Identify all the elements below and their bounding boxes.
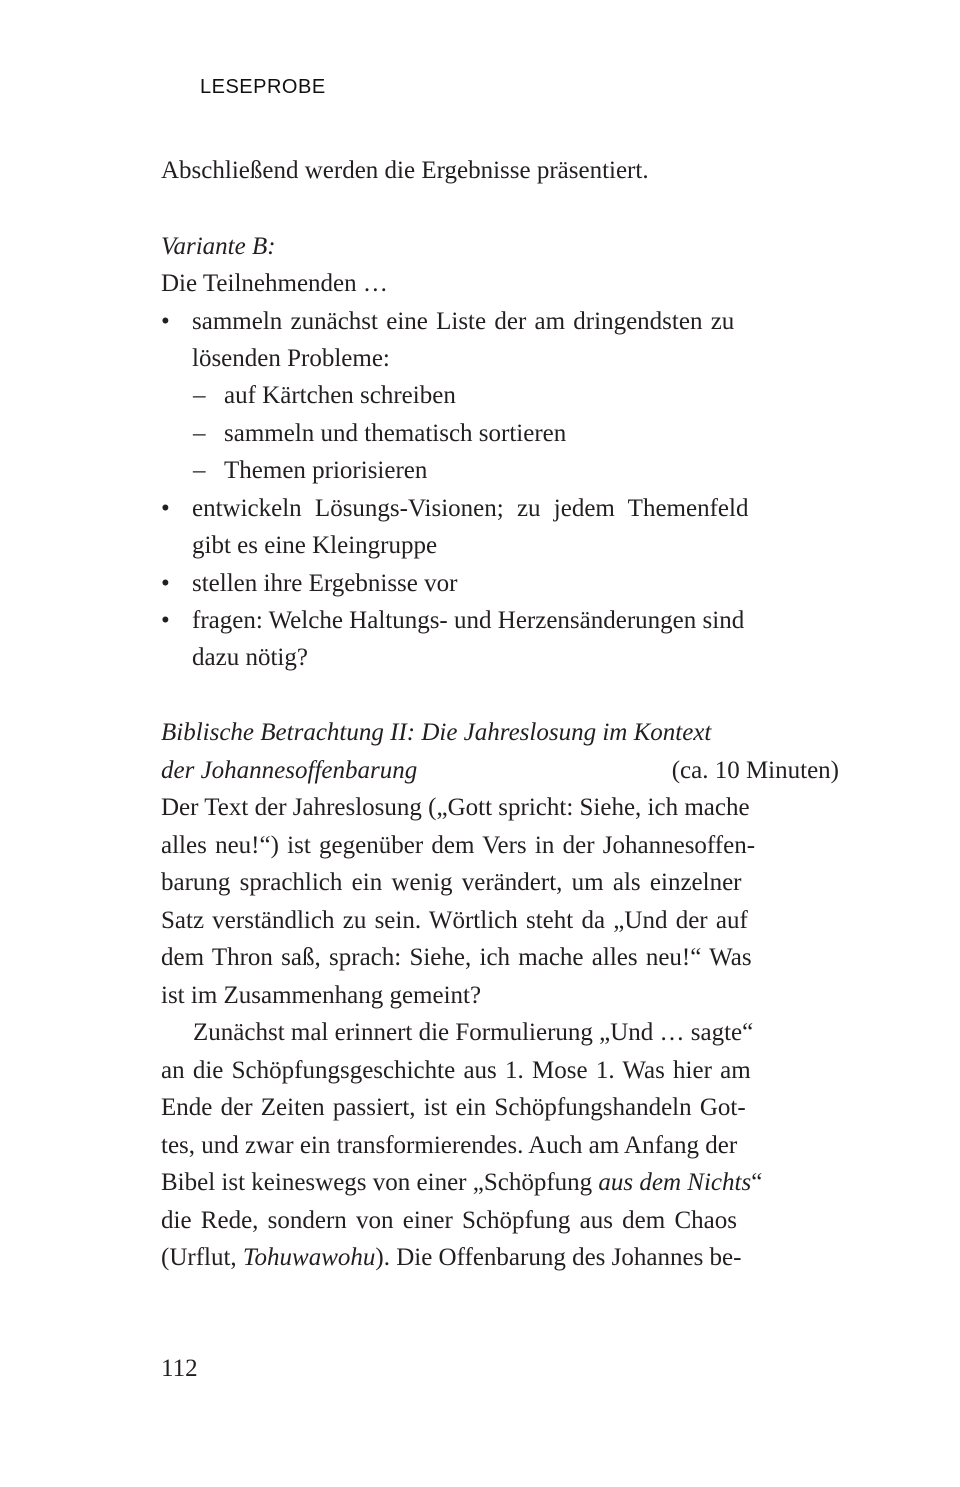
dash-3-symbol: – xyxy=(193,457,206,484)
paragraph-2-line-5-italic: aus dem Nichts xyxy=(598,1169,752,1196)
bullet-1-line-1 xyxy=(192,307,839,337)
sub-item-3: Themen priorisieren xyxy=(224,457,428,484)
paragraph-2-line-7-part-c: ). Die Offenbarung des Johannes be- xyxy=(375,1244,742,1271)
variant-b-lead: Die Teilnehmenden … xyxy=(161,270,388,297)
paragraph-2-line-7-italic: Tohuwawohu xyxy=(242,1244,376,1271)
bullet-2-line-2: gibt es eine Kleingruppe xyxy=(192,532,438,559)
section-duration: (ca. 10 Minuten) xyxy=(671,757,839,784)
paragraph-2-line-7-part-a: (Urflut, xyxy=(161,1244,237,1271)
section-heading-line-1: Biblische Betrachtung II: Die Jahreslosung im Kontext xyxy=(161,719,712,746)
sub-item-2: sammeln und thematisch sortieren xyxy=(224,420,567,447)
sub-item-1: auf Kärtchen schreiben xyxy=(224,382,456,409)
paragraph-1-line-3: barung sprachlich ein wenig verändert, um als einzelner xyxy=(161,869,742,896)
paragraph-2-line-4: tes, und zwar ein transformierendes. Auch am Anfang der xyxy=(161,1132,738,1159)
paragraph-2-line-7 xyxy=(161,1243,741,1273)
paragraph-2-line-2: an die Schöpfungsgeschichte aus 1. Mose 1. Was hier am xyxy=(161,1057,751,1084)
bullet-3-symbol: • xyxy=(161,570,170,597)
bullet-2-line-1: entwickeln Lösungs-Visionen; zu jedem Themenfeld xyxy=(192,495,749,522)
bullet-4-line-1: fragen: Welche Haltungs- und Herzensänderungen sind xyxy=(192,607,745,634)
paragraph-1-line-1: Der Text der Jahreslosung („Gott spricht: Siehe, ich mache xyxy=(161,794,750,821)
dash-2-symbol: – xyxy=(193,420,206,447)
dash-1-symbol: – xyxy=(193,382,206,409)
paragraph-2-line-3: Ende der Zeiten passiert, ist ein Schöpfungshandeln Got- xyxy=(161,1094,746,1121)
bullet-1-symbol: • xyxy=(161,308,170,335)
bullet-4-line-2: dazu nötig? xyxy=(192,644,308,671)
paragraph-1-line-4: Satz verständlich zu sein. Wörtlich steht da „Und der auf xyxy=(161,907,748,934)
running-header: LESEPROBE xyxy=(200,76,326,98)
paragraph-1-line-2: alles neu!“) ist gegenüber dem Vers in der Johannesoffen- xyxy=(161,832,756,859)
intro-line: Abschließend werden die Ergebnisse präsentiert. xyxy=(161,157,649,184)
bullet-1-line-1-text: sammeln zunächst eine Liste der am dringendsten zu xyxy=(192,308,735,335)
page-number: 112 xyxy=(161,1355,198,1382)
paragraph-1-line-5: dem Thron saß, sprach: Siehe, ich mache alles neu!“ Was xyxy=(161,944,752,971)
paragraph-2-line-6: die Rede, sondern von einer Schöpfung aus dem Chaos xyxy=(161,1207,737,1234)
bullet-4-symbol: • xyxy=(161,607,170,634)
bullet-1-line-2: lösenden Probleme: xyxy=(192,345,390,372)
section-heading-line-2: der Johannesoffenbarung xyxy=(161,757,418,784)
bullet-3-line-1: stellen ihre Ergebnisse vor xyxy=(192,570,458,597)
variant-b-title: Variante B: xyxy=(161,233,276,260)
paragraph-2-line-5 xyxy=(161,1168,762,1198)
bullet-2-symbol: • xyxy=(161,495,170,522)
paragraph-1-line-6: ist im Zusammenhang gemeint? xyxy=(161,982,482,1009)
paragraph-2-line-1: Zunächst mal erinnert die Formulierung „Und … sagte“ xyxy=(193,1019,754,1046)
paragraph-2-line-5-part-c: “ xyxy=(751,1169,763,1196)
paragraph-2-line-5-part-a: Bibel ist keineswegs von einer „Schöpfung xyxy=(161,1169,593,1196)
